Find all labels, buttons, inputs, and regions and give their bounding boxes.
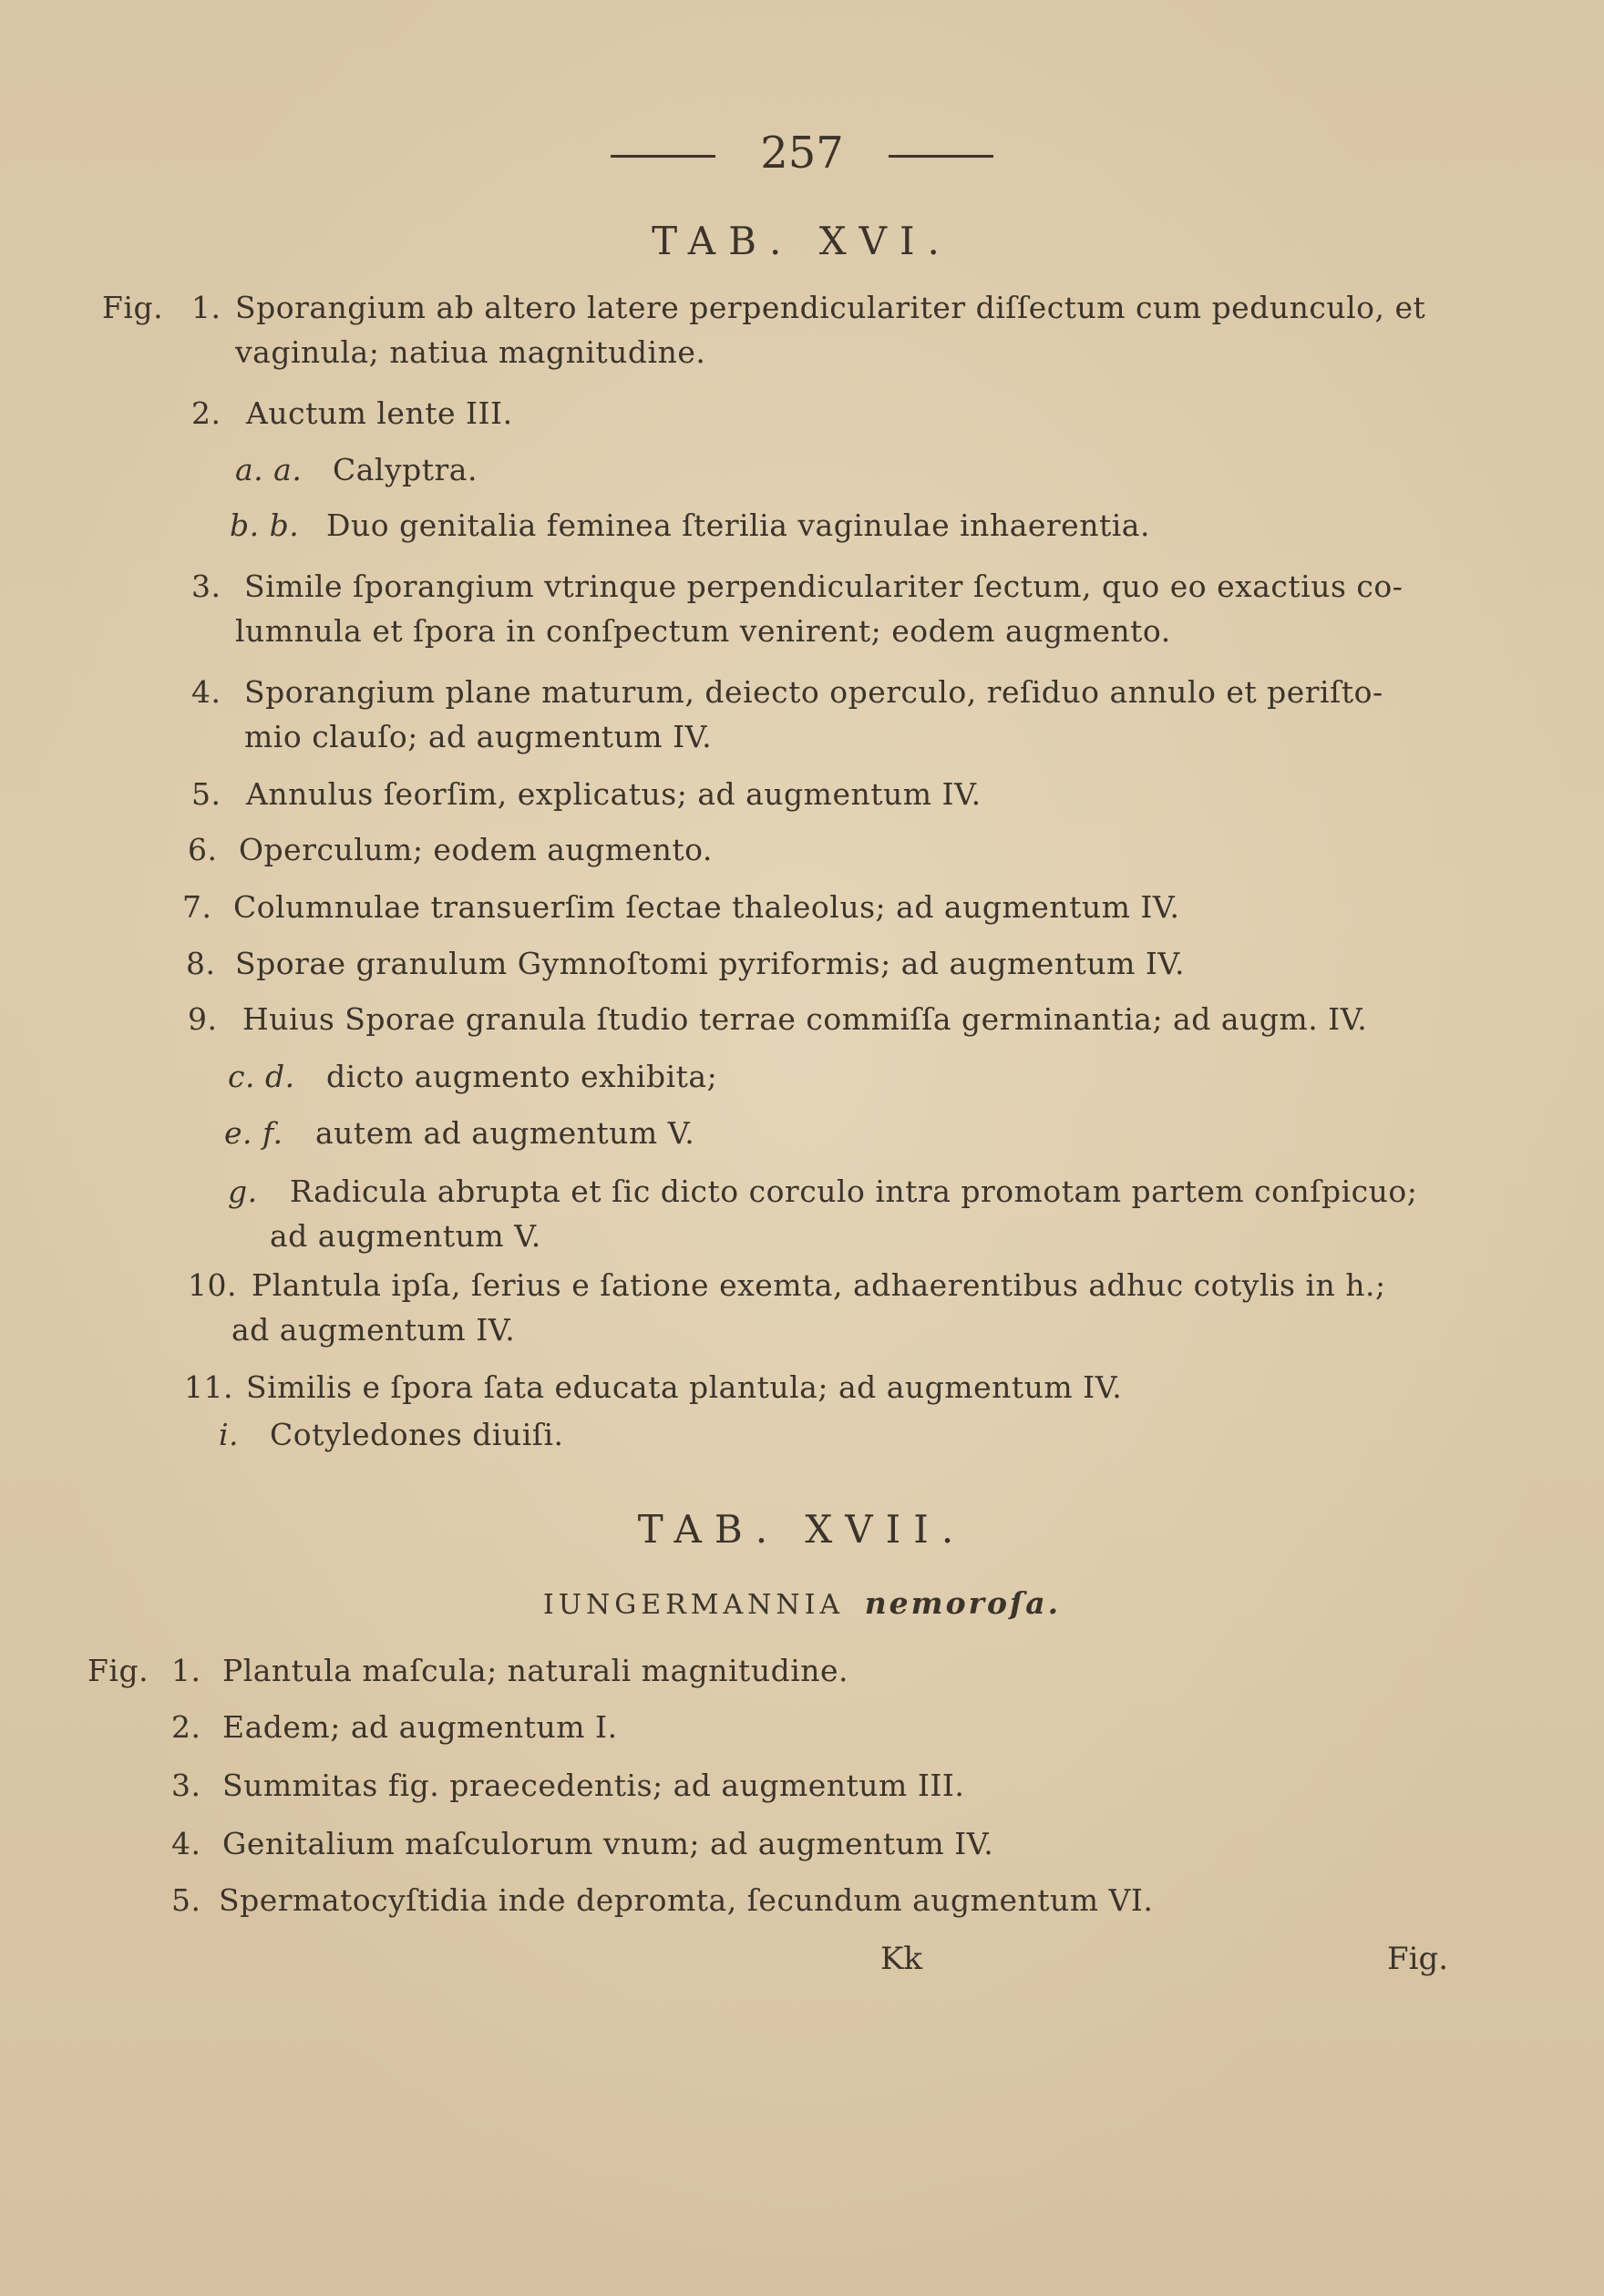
page-number: 257	[760, 128, 844, 179]
sub-label: b. b.	[230, 507, 300, 543]
fig-text: Auctum lente III.	[246, 395, 513, 431]
fig-number: 5.	[191, 776, 221, 812]
sub-label: a. a.	[235, 452, 303, 487]
fig-text: Huius Sporae granula ſtudio terrae commiſſa germinantia; ad augm. IV.	[242, 1001, 1368, 1037]
sub-text: Calyptra.	[333, 452, 478, 487]
fig-text: Sporangium ab altero latere perpendiculariter diſſectum cum pedunculo, et	[235, 290, 1426, 325]
sub-text: Duo genitalia feminea ſterilia vaginulae inhaerentia.	[326, 507, 1150, 543]
fig-text: Annulus ſeorſim, explicatus; ad augmentum IV.	[246, 776, 982, 812]
tab16-title: TAB. XVI.	[652, 219, 952, 263]
fig-number: 10.	[188, 1267, 237, 1303]
fig-number: 3.	[171, 1768, 201, 1803]
fig-text: Columnulae transuerſim ſectae thaleolus; ad augmentum IV.	[233, 889, 1180, 925]
fig-number: 5.	[171, 1882, 201, 1918]
fig-number: 11.	[184, 1369, 233, 1405]
genus-name: IUNGERMANNIA	[542, 1589, 845, 1621]
sub-label: i.	[219, 1417, 240, 1452]
fig-text: Simile ſporangium vtrinque perpendiculariter ſectum, quo eo exactius co-	[244, 569, 1404, 604]
fig-text: Operculum; eodem augmento.	[239, 832, 713, 867]
fig-text-cont: mio clauſo; ad augmentum IV.	[244, 719, 713, 754]
header-rule-left	[611, 155, 715, 158]
tab17-subtitle	[0, 1585, 1604, 1621]
fig-number: 7.	[182, 889, 212, 925]
fig-number: 2.	[191, 395, 221, 431]
fig-text: Plantula maſcula; naturali magnitudine.	[222, 1653, 849, 1688]
species-name: nemoroſa.	[864, 1585, 1062, 1621]
page-header	[0, 128, 1604, 179]
sub-text: autem ad augmentum V.	[315, 1115, 695, 1151]
sub-text: Cotyledones diuiſi.	[270, 1417, 564, 1452]
header-rule-right	[889, 155, 993, 158]
fig-number: 2.	[171, 1709, 201, 1745]
signature-mark: Kk	[880, 1941, 923, 1977]
fig-text-cont: lumnula et ſpora in conſpectum venirent; eodem augmento.	[235, 613, 1171, 649]
sub-label: g.	[228, 1174, 258, 1209]
sub-text: Radicula abrupta et ſic dicto corculo intra promotam partem conſpicuo;	[290, 1174, 1418, 1209]
fig-text: Summitas fig. praecedentis; ad augmentum III.	[222, 1768, 965, 1803]
fig-label: Fig.	[102, 290, 164, 325]
fig-text: Genitalium maſculorum vnum; ad augmentum IV.	[222, 1826, 994, 1861]
fig-number: 3.	[191, 569, 221, 604]
fig-number: 8.	[186, 946, 216, 981]
sub-label: e. f.	[224, 1115, 283, 1151]
fig-text: Plantula ipſa, ſerius e ſatione exemta, adhaerentibus adhuc cotylis in h.;	[252, 1267, 1386, 1303]
fig-number: 1.	[191, 290, 221, 325]
fig-text-cont: vaginula; natiua magnitudine.	[235, 334, 706, 370]
sub-text: dicto augmento exhibita;	[326, 1059, 718, 1094]
fig-number: 1.	[171, 1653, 201, 1688]
tab17-title: TAB. XVII.	[637, 1507, 967, 1552]
fig-text: Similis e ſpora ſata educata plantula; ad augmentum IV.	[246, 1369, 1123, 1405]
fig-text: Eadem; ad augmentum I.	[222, 1709, 618, 1745]
fig-text: Spermatocyſtidia inde depromta, ſecundum augmentum VI.	[219, 1882, 1154, 1918]
fig-number: 6.	[188, 832, 218, 867]
fig-text-cont: ad augmentum IV.	[231, 1312, 516, 1348]
fig-text: Sporangium plane maturum, deiecto operculo, reſiduo annulo et periſto-	[244, 674, 1383, 710]
fig-text: Sporae granulum Gymnoſtomi pyriformis; ad augmentum IV.	[235, 946, 1185, 981]
sub-text-cont: ad augmentum V.	[270, 1218, 541, 1254]
fig-number: 4.	[171, 1826, 201, 1861]
fig-number: 4.	[191, 674, 221, 710]
fig-label: Fig.	[87, 1653, 149, 1688]
sub-label: c. d.	[228, 1059, 295, 1094]
catchword: Fig.	[1387, 1941, 1449, 1977]
fig-number: 9.	[188, 1001, 218, 1037]
